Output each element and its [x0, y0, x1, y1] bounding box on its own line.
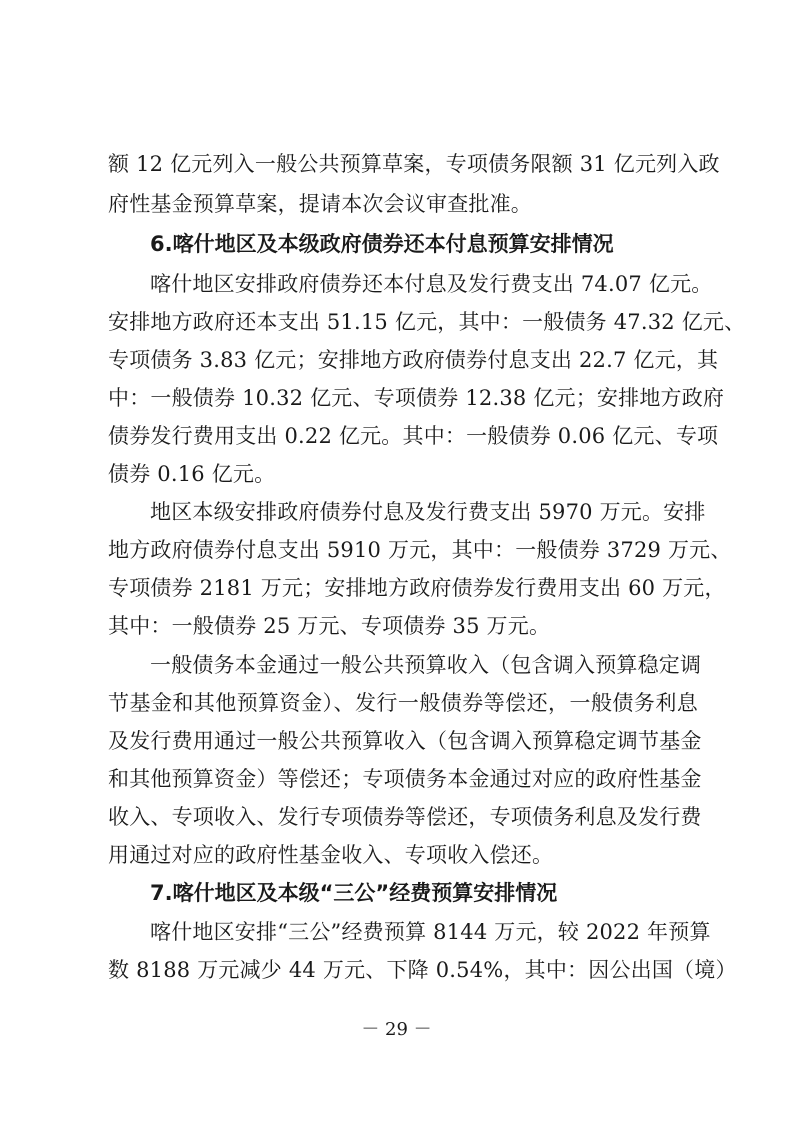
paragraph-line: 府性基金预算草案，提请本次会议审查批准。	[108, 192, 532, 216]
paragraph-line: 用通过对应的政府性基金收入、专项收入偿还。	[108, 843, 554, 867]
paragraph-line: 数 8188 万元减少 44 万元、下降 0.54%，其中：因公出国（境）	[108, 958, 737, 982]
paragraph-line: 一般债务本金通过一般公共预算收入（包含调入预算稳定调	[150, 653, 702, 677]
paragraph-line: 收入、专项收入、发行专项债券等偿还，专项债务利息及发行费	[108, 805, 702, 829]
section-heading-6: 6.喀什地区及本级政府债券还本付息预算安排情况	[150, 232, 614, 256]
paragraph-line: 喀什地区安排政府债券还本付息及发行费支出 74.07 亿元。	[150, 272, 713, 296]
paragraph-line: 喀什地区安排“三公”经费预算 8144 万元，较 2022 年预算	[150, 920, 711, 944]
paragraph-line: 安排地方政府还本支出 51.15 亿元，其中：一般债务 47.32 亿元、	[108, 310, 746, 334]
paragraph-line: 专项债券 2181 万元；安排地方政府债券发行费用支出 60 万元，	[108, 576, 726, 600]
paragraph-line: 及发行费用通过一般公共预算收入（包含调入预算稳定调节基金	[108, 729, 702, 753]
paragraph-line: 地方政府债券付息支出 5910 万元，其中：一般债券 3729 万元、	[108, 538, 732, 562]
paragraph-line: 节基金和其他预算资金）、发行一般债券等偿还，一般债务利息	[108, 691, 698, 715]
paragraph-line: 额 12 亿元列入一般公共预算草案，专项债务限额 31 亿元列入政	[108, 152, 720, 176]
paragraph-line: 债券 0.16 亿元。	[108, 462, 276, 486]
paragraph-line: 地区本级安排政府债券付息及发行费支出 5970 万元。安排	[150, 500, 706, 524]
paragraph-line: 专项债务 3.83 亿元；安排地方政府债券付息支出 22.7 亿元，其	[108, 348, 719, 372]
paragraph-line: 债券发行费用支出 0.22 亿元。其中：一般债券 0.06 亿元、专项	[108, 424, 719, 448]
paragraph-line: 其中：一般债券 25 万元、专项债券 35 万元。	[108, 614, 551, 638]
paragraph-line: 中：一般债券 10.32 亿元、专项债券 12.38 亿元；安排地方政府	[108, 386, 725, 410]
section-heading-7: 7.喀什地区及本级“三公”经费预算安排情况	[150, 881, 558, 905]
paragraph-line: 和其他预算资金）等偿还；专项债务本金通过对应的政府性基金	[108, 767, 702, 791]
page-number: － 29 －	[361, 1019, 432, 1040]
